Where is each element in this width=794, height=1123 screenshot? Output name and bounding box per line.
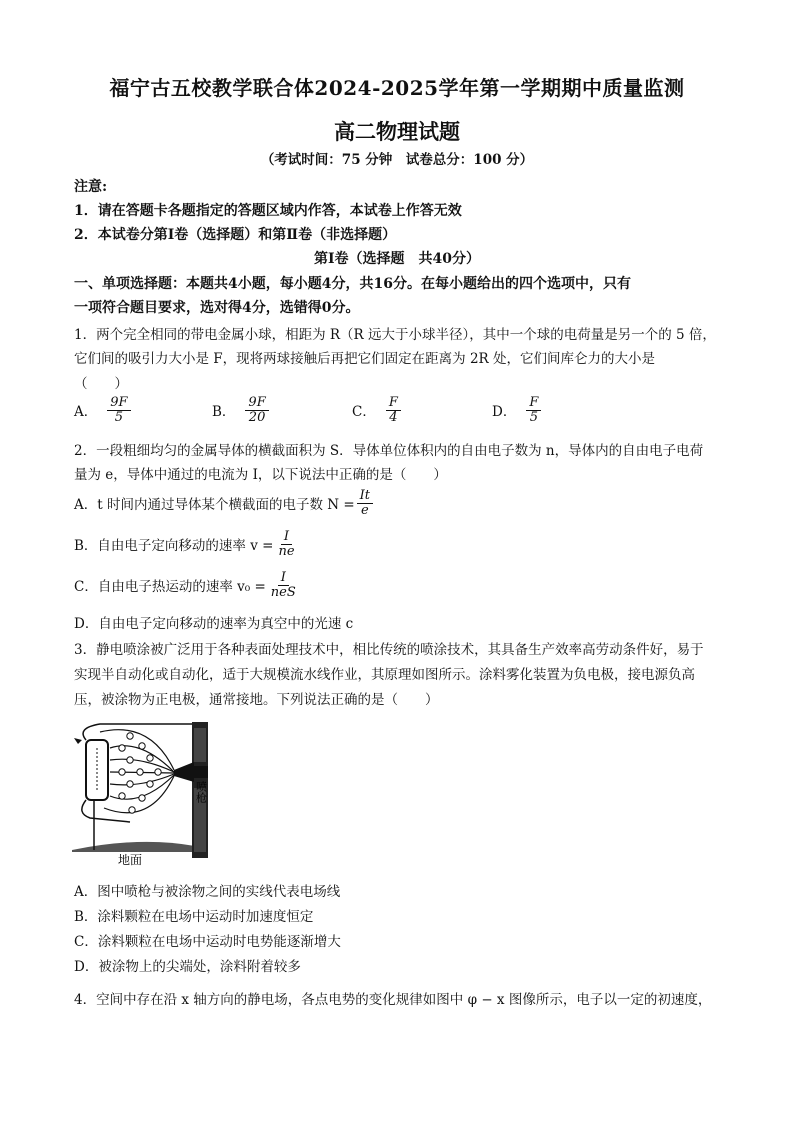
notice-item-2: 2．本试卷分第Ⅰ卷（选择题）和第Ⅱ卷（非选择题）	[74, 227, 397, 243]
q2-option-a[interactable]	[74, 489, 375, 517]
fraction: $\frac{I}{ne}$	[278, 529, 295, 559]
q3-line-2: 实现半自动化或自动化，适于大规模流水线作业，其原理如图所示。涂料雾化装置为负电极，接电源负高	[74, 667, 695, 683]
fraction: $\frac{F}{4}$	[386, 396, 401, 424]
notice-label: 注意:	[74, 179, 108, 195]
fraction: $\frac{F}{5}$	[526, 396, 541, 424]
electrostatic-spray-figure	[70, 718, 220, 868]
option-label: D．	[492, 404, 517, 421]
spray-gun-nozzle	[174, 762, 194, 782]
option-label: C．	[352, 404, 376, 421]
exam-info: （考试时间：75 分钟 试卷总分：100 分）	[260, 152, 534, 168]
q3-option-d[interactable]: D．被涂物上的尖端处，涂料附着较多	[74, 959, 301, 975]
fraction: $\frac{I}{\text{neS}}$	[270, 570, 296, 600]
q1-option-c[interactable]	[352, 396, 403, 424]
q3-line-1: 3．静电喷涂被广泛用于各种表面处理技术中，相比传统的喷涂技术，其具备生产效率高劳动条件好，易于	[74, 642, 704, 658]
ground-shape	[72, 842, 195, 852]
section-instructions-2: 一项符合题目要求，选对得4分，选错得0分。	[74, 300, 360, 316]
option-label: A．	[74, 404, 98, 421]
fraction: $\frac{9F}{20}$	[245, 396, 268, 424]
option-text: A．t 时间内通过导体某个横截面的电子数 N =	[74, 497, 355, 514]
option-label: B．	[212, 404, 236, 421]
q4-line-1: 4．空间中存在沿 x 轴方向的静电场，各点电势的变化规律如图中 φ − x 图像所示，电子以一定的初速度，	[74, 992, 712, 1008]
q1-option-a[interactable]	[74, 396, 133, 424]
q2-option-d[interactable]: D．自由电子定向移动的速率为真空中的光速 c	[74, 616, 354, 632]
q1-option-b[interactable]	[212, 396, 271, 424]
notice-item-1: 1．请在答题卡各题指定的答题区域内作答，本试卷上作答无效	[74, 203, 462, 219]
section-title: 第Ⅰ卷（选择题 共40分）	[313, 251, 481, 267]
paint-particles	[119, 733, 161, 813]
exam-subtitle: 高二物理试题	[334, 119, 460, 144]
fraction: $\frac{9F}{5}$	[107, 396, 130, 424]
q2-option-b[interactable]	[74, 530, 300, 558]
q1-line-3: （ ）	[74, 376, 128, 392]
q1-line-2: 它们间的吸引力大小是 F，现将两球接触后再把它们固定在距离为 2R 处，它们间库仑力的大小是	[74, 351, 655, 367]
ground-label: 地面	[118, 853, 143, 867]
q3-line-3: 压，被涂物为正电极，通常接地。下列说法正确的是（ ）	[74, 692, 439, 708]
exam-title: 福宁古五校教学联合体2024-2025学年第一学期期中质量监测	[109, 76, 685, 100]
q2-line-2: 量为 e，导体中通过的电流为 I，以下说法中正确的是（ ）	[74, 467, 447, 483]
q3-option-a[interactable]: A．图中喷枪与被涂物之间的实线代表电场线	[74, 884, 341, 900]
q2-line-1: 2．一段粗细均匀的金属导体的横截面积为 S．导体单位体积内的自由电子数为 n，导体内的自由电子电荷	[74, 443, 704, 459]
q3-option-b[interactable]: B．涂料颗粒在电场中运动时加速度恒定	[74, 909, 314, 925]
option-text: B．自由电子定向移动的速率 v =	[74, 538, 274, 555]
gun-label: 喷枪	[194, 781, 208, 803]
q3-option-c[interactable]: C．涂料颗粒在电场中运动时电势能逐渐增大	[74, 934, 341, 950]
section-instructions-1: 一、单项选择题：本题共4小题，每小题4分，共16分。在每小题给出的四个选项中，只有	[74, 276, 631, 292]
q1-line-1: 1．两个完全相同的带电金属小球，相距为 R（R 远大于小球半径），其中一个球的电荷量是另一个的 5 倍，	[74, 327, 716, 343]
option-text: C．自由电子热运动的速率 v₀ =	[74, 579, 266, 596]
q2-option-c[interactable]	[74, 571, 301, 599]
fraction: $\frac{It}{e}$	[357, 489, 373, 517]
q1-option-d[interactable]	[492, 396, 543, 424]
